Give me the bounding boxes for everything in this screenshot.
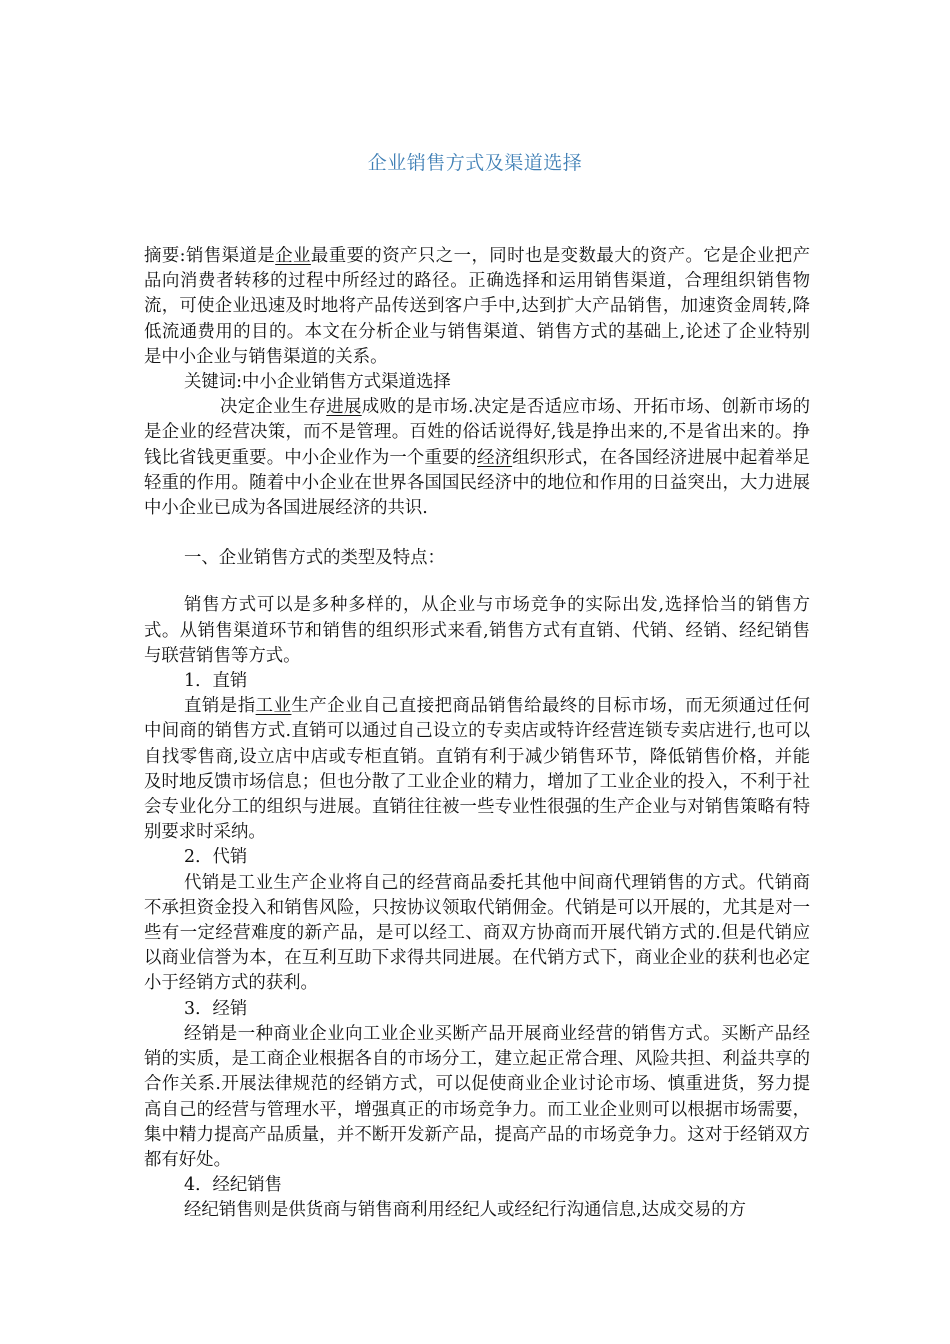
abstract-text-1: 摘要:销售渠道是	[144, 246, 276, 266]
spacer	[144, 521, 810, 546]
item-agency-paragraph: 代销是工业生产企业将自己的经营商品委托其他中间商代理销售的方式。代销商不承担资金投入和销售风险，只按协议领取代销佣金。代销是可以开展的，尤其是对一些有一定经营难度的新产品，是可以经工、商双方协商而开展代销方式的.但是代销应以商业信誉为本，在互利互助下求得共同进展。在代销方式下，商业企业的获利也必定小于经销方式的获利。	[144, 872, 810, 994]
keywords-line: 关键词:中小企业销售方式渠道选择	[184, 372, 451, 393]
item-brokerage-heading: 4．经纪销售	[184, 1175, 283, 1196]
spacer	[144, 571, 810, 593]
abstract-link-enterprise[interactable]: 企业	[275, 246, 311, 266]
item-distribution-heading: 3．经销	[184, 998, 248, 1019]
abstract-paragraph	[144, 244, 810, 370]
document-body	[144, 244, 810, 1224]
intro-link-development[interactable]: 进展	[326, 397, 362, 418]
item-direct-heading: 1．直销	[184, 671, 248, 692]
item-agency-heading: 2．代销	[184, 847, 248, 868]
section1-paragraph: 销售方式可以是多种多样的，从企业与市场竞争的实际出发,选择恰当的销售方式。从销售渠道环节和销售的组织形式来看,销售方式有直销、代销、经销、经纪销售与联营销售等方式。	[144, 595, 810, 666]
item-direct-text-1: 直销是指	[184, 696, 256, 717]
intro-text-2: 成败的是市场.决定是否适应市场、开拓市场、创新市场的是企业的经营决策，而不是管理。百姓的俗话说得好,钱是挣出来的,不是省出来的。挣钱比省钱更重要。中小企业作为一个重要的	[144, 397, 810, 468]
intro-paragraph	[144, 395, 810, 521]
intro-text-1: 决定企业生存	[220, 397, 327, 418]
item-distribution-paragraph: 经销是一种商业企业向工业企业买断产品开展商业经营的销售方式。买断产品经销的实质，是工商企业根据各自的市场分工，建立起正常合理、风险共担、利益共享的合作关系.开展法律规范的经销方式，可以促使商业企业讨论市场、慎重进货，努力提高自己的经营与管理水平，增强真正的市场竞争力。而工业企业则可以根据市场需要，集中精力提高产品质量，并不断开发新产品，提高产品的市场竞争力。这对于经销双方都有好处。	[144, 1023, 810, 1170]
item-direct-paragraph	[144, 694, 810, 845]
section1-heading: 一、企业销售方式的类型及特点：	[184, 548, 445, 569]
intro-link-economy[interactable]: 经济	[477, 447, 513, 468]
item-direct-link-industry[interactable]: 工业	[255, 696, 292, 717]
abstract-text-2: 最重要的资产只之一，同时也是变数最大的资产。它是企业把产品向消费者转移的过程中所经过的路径。正确选择和运用销售渠道，合理组织销售物流，可使企业迅速及时地将产品传送到客户手中,达到扩大产品销售，加速资金周转,降低流通费用的目的。本文在分析企业与销售渠道、销售方式的基础上,论述了企业特别是中小企业与销售渠道的关系。	[144, 246, 810, 367]
document-title: 企业销售方式及渠道选择	[367, 152, 583, 174]
intro-text-3: 组织形式，在各国经济进展中起着举足轻重的作用。随着中小企业在世界各国国民经济中的地位和作用的日益突出，大力进展中小企业已成为各国进展经济的共识.	[144, 447, 810, 519]
item-brokerage-paragraph: 经纪销售则是供货商与销售商利用经纪人或经纪行沟通信息,达成交易的方	[184, 1200, 747, 1221]
item-direct-text-2: 生产企业自己直接把商品销售给最终的目标市场，而无须通过任何中间商的销售方式.直销可以通过自己设立的专卖店或特许经营连锁专卖店进行,也可以自找零售商,设立店中店或专柜直销。直销有利于减少销售环节，降低销售价格，并能及时地反馈市场信息；但也分散了工业企业的精力，增加了工业企业的投入，不利于社会专业化分工的组织与进展。直销往往被一些专业性很强的生产企业与对销售策略有特别要求时采纳。	[144, 696, 810, 843]
